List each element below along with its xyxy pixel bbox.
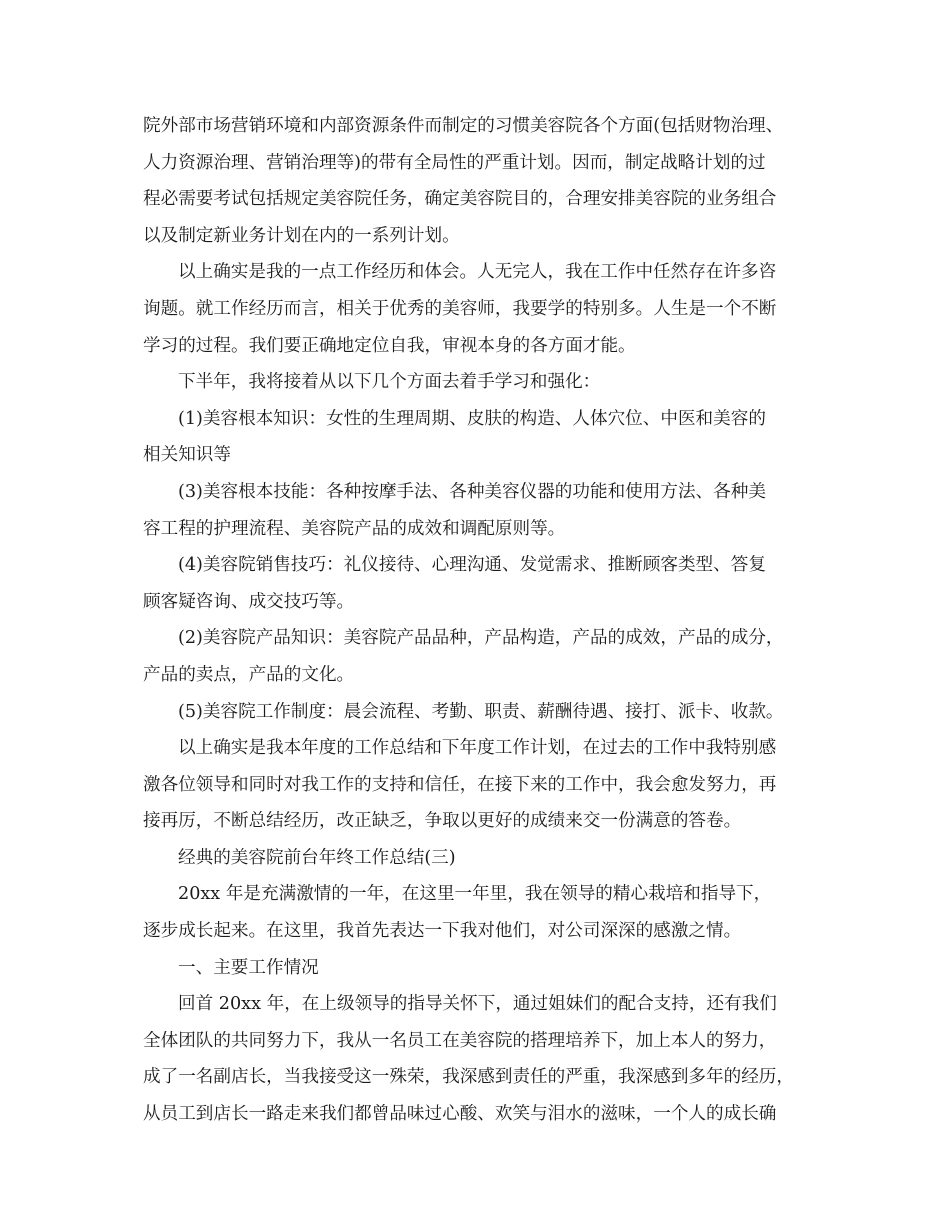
document-page — [0, 108, 950, 1133]
text-line: 人力资源治理、营销治理等)的带有全局性的严重计划。因而，制定战略计划的过 — [143, 152, 766, 173]
section-heading: 经典的美容院前台年终工作总结(三) — [178, 847, 456, 868]
text-line: 接再厉，不断总结经历，改正缺乏，争取以更好的成绩来交一份满意的答卷。 — [143, 811, 742, 832]
text-line: (4)美容院销售技巧：礼仪接待、心理沟通、发觉需求、推断顾客类型、答复 — [178, 555, 766, 576]
text-line: 逐步成长起来。在这里，我首先表达一下我对他们，对公司深深的感激之情。 — [143, 921, 742, 942]
text-line: (5)美容院工作制度：晨会流程、考勤、职责、薪酬待遇、接打、派卡、收款。 — [178, 701, 784, 722]
text-line: (2)美容院产品知识：美容院产品品种，产品构造，产品的成效，产品的成分， — [178, 628, 784, 649]
text-line: 全体团队的共同努力下，我从一名员工在美容院的搭理培养下，加上本人的努力， — [143, 1030, 777, 1051]
text-line: 容工程的护理流程、美容院产品的成效和调配原则等。 — [143, 518, 566, 539]
text-line: 相关知识等 — [143, 445, 231, 466]
text-line: 从员工到店长一路走来我们都曾品味过心酸、欢笑与泪水的滋味，一个人的成长确 — [143, 1104, 777, 1125]
text-line: (3)美容根本技能：各种按摩手法、各种美容仪器的功能和使用方法、各种美 — [178, 481, 766, 502]
text-line: 院外部市场营销环境和内部资源条件而制定的习惯美容院各个方面(包括财物治理、 — [143, 116, 784, 136]
text-line: 以上确实是我的一点工作经历和体会。人无完人，我在工作中任然存在许多咨 — [178, 262, 777, 283]
text-line: 学习的过程。我们要正确地定位自我，审视本身的各方面才能。 — [143, 335, 636, 356]
text-line: 20xx 年是充满激情的一年，在这里一年里，我在领导的精心栽培和指导下， — [178, 884, 772, 905]
text-line: (1)美容根本知识：女性的生理周期、皮肤的构造、人体穴位、中医和美容的 — [178, 408, 766, 429]
text-line: 回首 20xx 年，在上级领导的指导关怀下，通过姐妹们的配合支持，还有我们 — [178, 994, 777, 1015]
text-line: 询题。就工作经历而言，相关于优秀的美容师，我要学的特别多。人生是一个不断 — [143, 298, 777, 319]
section-heading: 一、主要工作情况 — [178, 957, 319, 978]
text-line: 成了一名副店长，当我接受这一殊荣，我深感到责任的严重，我深感到多年的经历， — [143, 1067, 794, 1088]
text-line: 程必需要考试包括规定美容院任务，确定美容院目的，合理安排美容院的业务组合 — [143, 189, 777, 210]
text-line: 下半年，我将接着从以下几个方面去着手学习和强化： — [178, 372, 601, 393]
text-line: 以及制定新业务计划在内的一系列计划。 — [143, 225, 460, 246]
text-line: 顾客疑咨询、成交技巧等。 — [143, 591, 355, 612]
text-line: 以上确实是我本年度的工作总结和下年度工作计划，在过去的工作中我特别感 — [178, 738, 777, 759]
text-line: 激各位领导和同时对我工作的支持和信任，在接下来的工作中，我会愈发努力，再 — [143, 774, 777, 795]
text-line: 产品的卖点，产品的文化。 — [143, 664, 355, 685]
